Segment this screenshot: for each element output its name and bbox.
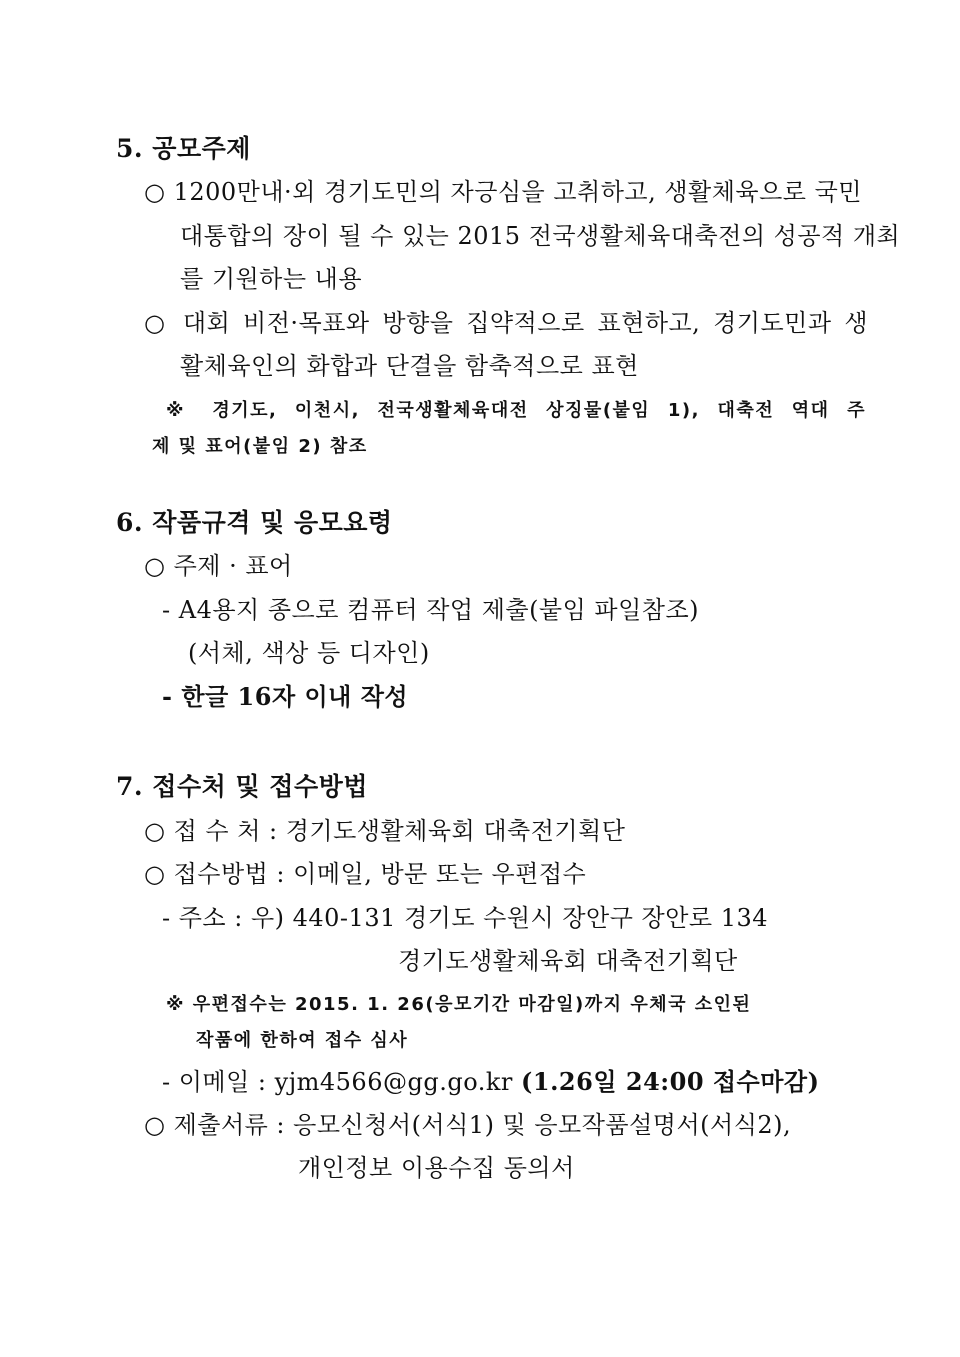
section-6-item-1-line-2: (서체, 색상 등 디자인) (188, 639, 430, 667)
section-6-heading: 6. 작품규격 및 응모요령 (116, 508, 393, 537)
section-5-bullet-1-line-1: ○ 1200만내·외 경기도민의 자긍심을 고취하고, 생활체육으로 국민 (144, 178, 862, 206)
section-5-bullet-2-line-1: ○ 대회 비전·목표와 방향을 집약적으로 표현하고, 경기도민과 생 (144, 309, 868, 337)
section-7-documents-line-1: ○ 제출서류 : 응모신청서(서식1) 및 응모작품설명서(서식2), (144, 1111, 792, 1139)
email-label: - 이메일 : yjm4566@gg.go.kr (162, 1068, 513, 1096)
section-7-documents-line-2: 개인정보 이용수집 동의서 (298, 1154, 575, 1182)
section-7-address-line-2: 경기도생활체육회 대축전기획단 (398, 947, 738, 975)
section-5-note-line-1: ※ 경기도, 이천시, 전국생활체육대전 상징물(붙임 1), 대축전 역대 주 (166, 400, 866, 421)
section-7-heading: 7. 접수처 및 접수방법 (116, 772, 368, 801)
section-5-bullet-1-line-3: 를 기원하는 내용 (180, 265, 363, 293)
section-6-item-2: - 한글 16자 이내 작성 (162, 682, 409, 711)
section-6-bullet-1: ○ 주제 · 표어 (144, 552, 293, 580)
section-7-note-line-1: ※ 우편접수는 2015. 1. 26(응모기간 마감일)까지 우체국 소인된 (166, 994, 752, 1015)
section-7-bullet-method: ○ 접수방법 : 이메일, 방문 또는 우편접수 (144, 860, 587, 888)
section-7-email-line (162, 1067, 819, 1097)
section-5-note-line-2: 제 및 표어(붙임 2) 참조 (152, 436, 368, 457)
section-7-address-line-1: - 주소 : 우) 440-131 경기도 수원시 장안구 장안로 134 (162, 904, 769, 932)
section-5-bullet-2-line-2: 활체육인의 화합과 단결을 함축적으로 표현 (180, 352, 639, 380)
section-5-heading: 5. 공모주제 (116, 134, 251, 163)
section-6-item-1-line-1: - A4용지 종으로 컴퓨터 작업 제출(붙임 파일참조) (162, 596, 700, 624)
section-5-bullet-1-line-2: 대통합의 장이 될 수 있는 2015 전국생활체육대축전의 성공적 개최 (180, 222, 901, 250)
email-deadline: (1.26일 24:00 접수마감) (521, 1067, 820, 1096)
section-7-bullet-reception: ○ 접 수 처 : 경기도생활체육회 대축전기획단 (144, 817, 626, 845)
section-7-note-line-2: 작품에 한하여 접수 심사 (196, 1030, 409, 1051)
